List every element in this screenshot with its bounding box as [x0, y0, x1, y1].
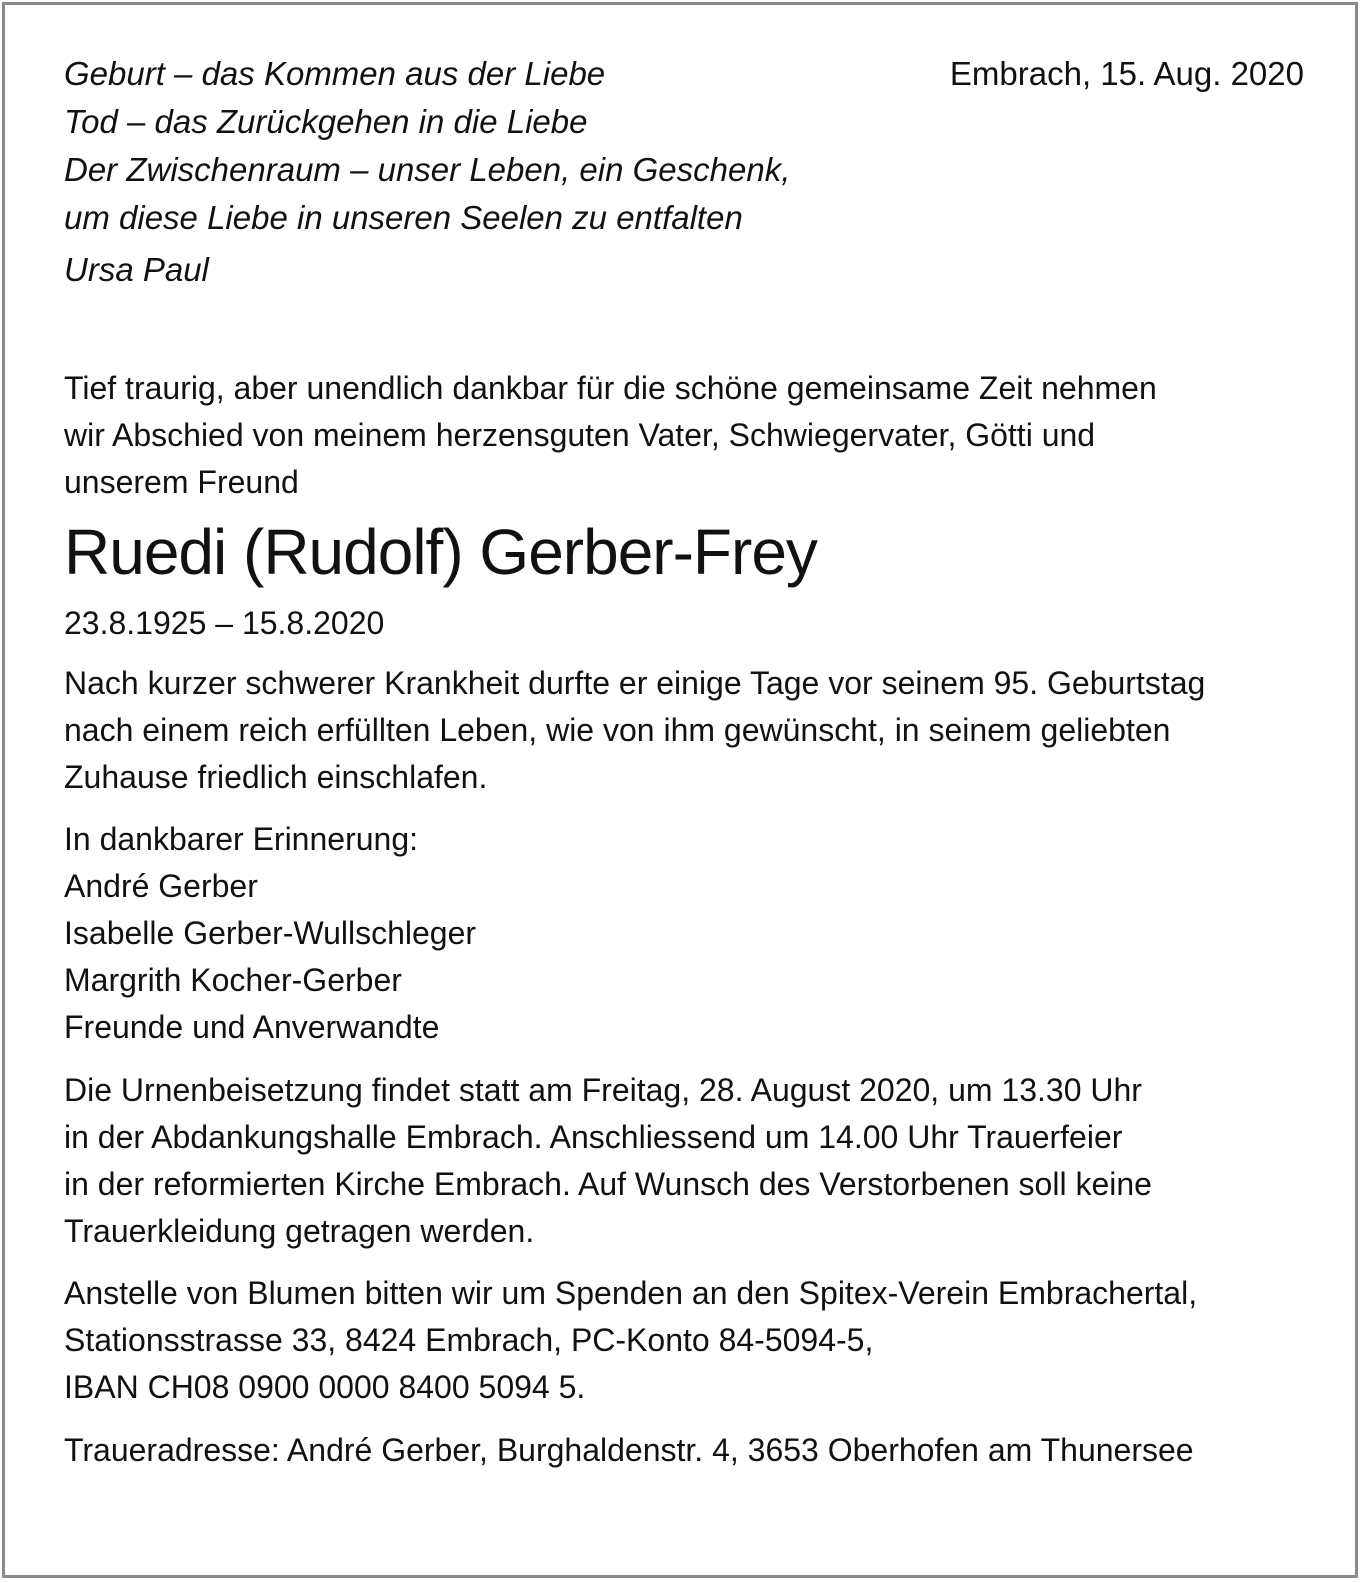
ceremony-line: in der reformierten Kirche Embrach. Auf Wunsch des Verstorbenen soll keine [64, 1166, 1152, 1202]
obituary-notice [64, 50, 1304, 1474]
verse-line: Der Zwischenraum – unser Leben, ein Geschenk, [64, 151, 791, 188]
verse-line: um diese Liebe in unseren Seelen zu entfalten [64, 199, 743, 236]
mourner-name: Isabelle Gerber-Wullschleger [64, 915, 477, 951]
intro-line: unserem Freund [64, 464, 299, 500]
donations-line: Anstelle von Blumen bitten wir um Spenden an den Spitex-Verein Embrachertal, [64, 1275, 1198, 1311]
mourners-block [64, 816, 1304, 1051]
ceremony-paragraph [64, 1067, 1304, 1255]
deceased-name: Ruedi (Rudolf) Gerber-Frey [64, 516, 817, 588]
mourning-address [64, 1427, 1304, 1474]
intro-paragraph [64, 365, 1304, 506]
mourner-name: Freunde und Anverwandte [64, 1009, 440, 1045]
passing-line: nach einem reich erfüllten Leben, wie von ihm gewünscht, in seinem geliebten [64, 712, 1171, 748]
verse-author: Ursa Paul [64, 251, 209, 288]
place-date: Embrach, 15. Aug. 2020 [949, 55, 1304, 92]
mourners-heading: In dankbarer Erinnerung: [64, 821, 418, 857]
mourner-name: Margrith Kocher-Gerber [64, 962, 402, 998]
verse-line: Geburt – das Kommen aus der Liebe [64, 55, 606, 92]
mourner-name: André Gerber [64, 868, 258, 904]
ceremony-line: Die Urnenbeisetzung findet statt am Freitag, 28. August 2020, um 13.30 Uhr [64, 1072, 1142, 1108]
passing-line: Nach kurzer schwerer Krankheit durfte er einige Tage vor seinem 95. Geburtstag [64, 665, 1206, 701]
donations-line: IBAN CH08 0900 0000 8400 5094 5. [64, 1369, 586, 1405]
ceremony-line: Trauerkleidung getragen werden. [64, 1213, 535, 1249]
donations-line: Stationsstrasse 33, 8424 Embrach, PC-Konto 84-5094-5, [64, 1322, 874, 1358]
donations-paragraph [64, 1270, 1304, 1411]
address-line: Traueradresse: André Gerber, Burghaldenstr. 4, 3653 Oberhofen am Thunersee [64, 1432, 1194, 1468]
ceremony-line: in der Abdankungshalle Embrach. Anschliessend um 14.00 Uhr Trauerfeier [64, 1119, 1123, 1155]
passing-line: Zuhause friedlich einschlafen. [64, 759, 488, 795]
passing-paragraph [64, 660, 1304, 801]
verse-line: Tod – das Zurückgehen in die Liebe [64, 103, 588, 140]
intro-line: wir Abschied von meinem herzensguten Vater, Schwiegervater, Götti und [64, 417, 1096, 453]
life-dates: 23.8.1925 – 15.8.2020 [64, 605, 385, 641]
intro-line: Tief traurig, aber unendlich dankbar für die schöne gemeinsame Zeit nehmen [64, 370, 1157, 406]
